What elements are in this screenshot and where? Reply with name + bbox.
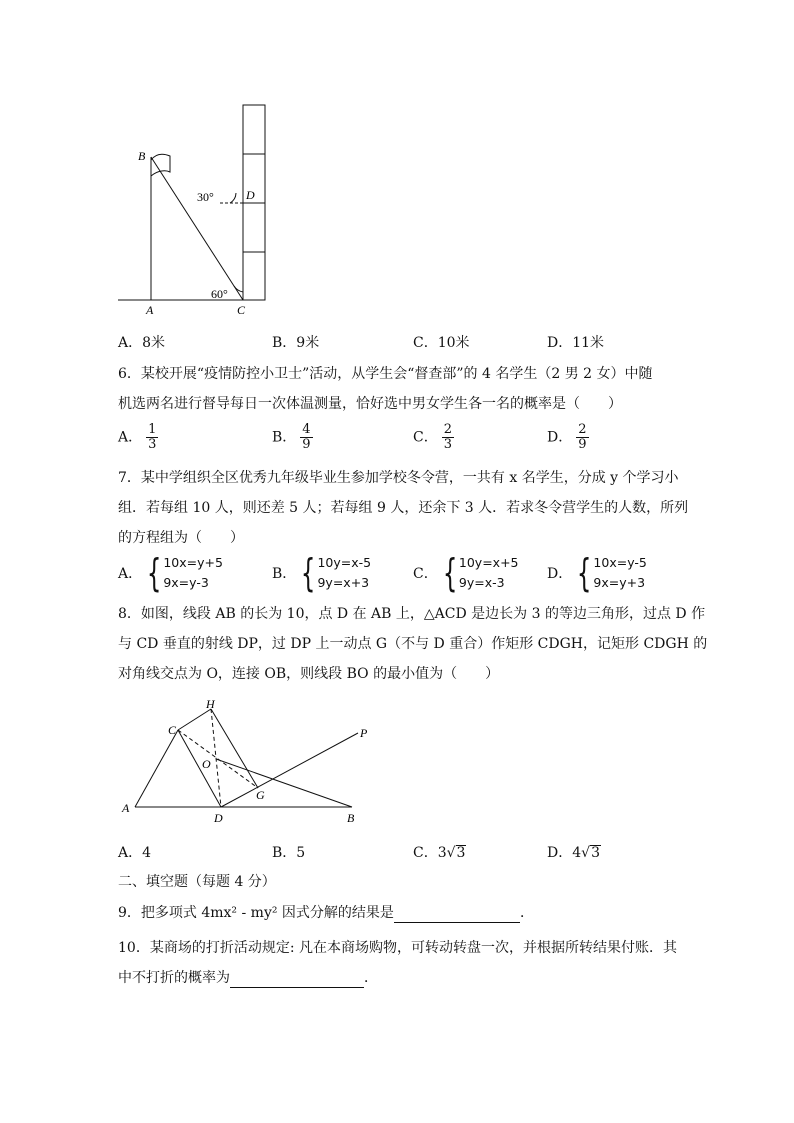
angle-60-label: 60°	[211, 287, 228, 301]
segment-ob	[216, 759, 352, 807]
q6-option-b[interactable]	[272, 423, 313, 452]
q6-option-d[interactable]	[547, 423, 589, 452]
numerator: 2	[578, 422, 587, 437]
fig2-label-c: C	[168, 723, 177, 737]
label-d: D	[246, 188, 255, 202]
q10-answer-blank[interactable]	[230, 971, 364, 988]
q9-text: 9．把多项式 4mx² - my² 因式分解的结果是	[118, 905, 394, 921]
q7-line-3: 的方程组为（ ）	[118, 530, 244, 546]
q7-line-2: 组．若每组 10 人，则还差 5 人；若每组 9 人，还余下 3 人．若求冬令营学生的人数，所列	[118, 500, 689, 516]
q6-option-d-letter: D．	[547, 429, 573, 446]
q6-option-a-fraction	[146, 423, 158, 452]
segment-ch	[178, 709, 211, 730]
numerator: 4	[302, 422, 311, 437]
q8-option-b[interactable]: B．5	[272, 845, 306, 861]
segment-hg	[211, 709, 258, 788]
brace-icon: {	[442, 551, 458, 595]
fig2-label-a: A	[122, 801, 130, 815]
q7-option-b-letter: B．	[272, 566, 297, 582]
q10-line-1: 10．某商场的打折活动规定: 凡在本商场购物，可转动转盘一次，并根据所转结果付账．其	[118, 940, 677, 956]
q10-suffix: ．	[364, 970, 378, 986]
equation-2: 9y=x+3	[317, 575, 370, 590]
q6-option-c[interactable]	[413, 423, 454, 452]
q7-option-d[interactable]	[547, 553, 647, 593]
q6-option-c-letter: C．	[413, 429, 438, 446]
q8-option-d-text: D．4	[547, 845, 582, 861]
q8-line-2: 与 CD 垂直的射线 DP，过 DP 上一动点 G（不与 D 重合）作矩形 CDGH，记矩形 CDGH 的	[118, 636, 708, 652]
numerator: 1	[148, 422, 157, 437]
q6-option-d-fraction	[576, 423, 588, 452]
angle-30-label: 30°	[197, 190, 214, 204]
q6-option-a[interactable]	[118, 423, 158, 452]
q8-line-1: 8．如图，线段 AB 的长为 10，点 D 在 AB 上，△ACD 是边长为 3 的等边三角形，过点 D 作	[118, 606, 706, 622]
q7-line-1: 7．某中学组织全区优秀九年级毕业生参加学校冬令营，一共有 x 名学生，分成 y 个学习小	[118, 470, 679, 486]
brace-icon: {	[577, 551, 592, 595]
radicand: 3	[591, 845, 600, 861]
q7-option-a-letter: A．	[118, 566, 143, 582]
equation-system	[459, 553, 519, 593]
fig2-label-g: G	[256, 788, 265, 802]
q7-option-c[interactable]	[413, 553, 519, 593]
q6-option-c-fraction	[442, 423, 454, 452]
ray-dp	[221, 733, 358, 807]
q10-line-2	[118, 968, 678, 988]
q8-line-3: 对角线交点为 O，连接 OB，则线段 BO 的最小值为（ ）	[118, 666, 500, 682]
equation-system	[593, 553, 646, 593]
sqrt-icon: √	[446, 845, 456, 861]
brace-icon: {	[301, 551, 316, 595]
equation-1: 10x=y+5	[163, 555, 223, 570]
q5-option-a[interactable]: A．8米	[118, 335, 166, 351]
equation-2: 9x=y+3	[593, 575, 646, 590]
fig2-label-h: H	[206, 697, 215, 711]
denominator: 3	[148, 437, 157, 452]
fig2-label-p: P	[360, 726, 368, 740]
q6-option-b-letter: B．	[272, 429, 297, 446]
equation-1: 10x=y-5	[593, 555, 647, 570]
equation-system	[163, 553, 223, 593]
q10-text: 中不打折的概率为	[118, 970, 230, 986]
figure-rectangle	[110, 695, 380, 830]
label-b: B	[138, 149, 146, 163]
q6-option-a-letter: A．	[118, 429, 143, 446]
brace-icon: {	[146, 551, 162, 595]
equation-system	[317, 553, 371, 593]
q8-option-c-text: C．3	[413, 845, 447, 861]
numerator: 2	[443, 422, 452, 437]
q6-line-1: 6．某校开展“疫情防控小卫士”活动，从学生会“督查部”的 4 名学生（2 男 2 女）中随	[118, 366, 653, 382]
sqrt-icon: √	[581, 845, 591, 861]
equation-1: 10y=x+5	[458, 555, 519, 570]
q8-option-c[interactable]	[413, 842, 466, 862]
segment-cd	[178, 730, 221, 807]
light-lamp	[151, 154, 170, 176]
q8-option-d[interactable]	[547, 842, 601, 862]
equation-2: 9y=x-3	[458, 575, 505, 590]
label-a: A	[146, 303, 154, 317]
fig2-label-d: D	[214, 811, 223, 825]
q5-option-b[interactable]: B．9米	[272, 335, 320, 351]
section-2-heading: 二、填空题（每题 4 分）	[118, 874, 276, 890]
q7-option-d-letter: D．	[547, 566, 573, 582]
equation-1: 10y=x-5	[317, 555, 372, 570]
denominator: 3	[443, 437, 452, 452]
radicand: 3	[456, 845, 466, 861]
q6-line-2: 机选两名进行督导每日一次体温测量，恰好选中男女学生各一名的概率是（ ）	[118, 396, 622, 412]
q7-option-c-letter: C．	[413, 566, 438, 582]
figure-building	[110, 100, 290, 320]
q9-answer-blank[interactable]	[394, 906, 520, 923]
q6-option-b-fraction	[300, 423, 312, 452]
q8-option-a[interactable]: A．4	[118, 845, 152, 861]
equation-2: 9x=y-3	[163, 575, 209, 590]
fig2-label-b: B	[347, 811, 355, 825]
segment-bc	[151, 157, 243, 300]
denominator: 9	[302, 437, 311, 452]
angle-arc-top	[230, 193, 236, 203]
q9-line	[118, 903, 678, 923]
denominator: 9	[578, 437, 587, 452]
label-c: C	[237, 303, 246, 317]
q7-option-a[interactable]	[118, 553, 223, 593]
segment-ac	[135, 730, 178, 807]
q9-suffix: ．	[519, 905, 534, 921]
q5-option-d[interactable]: D．11米	[547, 335, 605, 351]
q7-option-b[interactable]	[272, 553, 371, 593]
fig2-label-o: O	[202, 757, 211, 771]
q5-option-c[interactable]: C．10米	[413, 335, 470, 351]
